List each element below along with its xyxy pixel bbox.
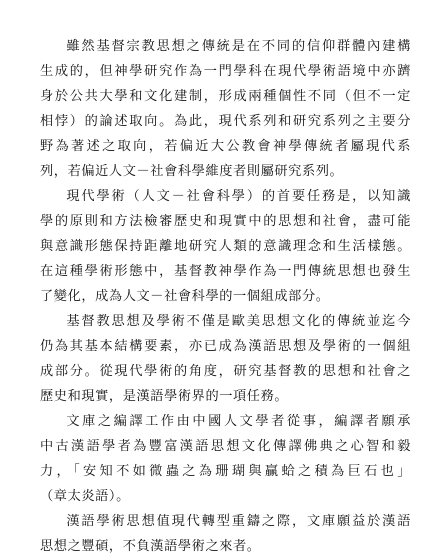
paragraph-2-line-5: 了變化，成為人文－社會科學的一個組成部分。 xyxy=(40,289,330,304)
paragraph-2-line-3: 與意識形態保持距離地研究人類的意識理念和生活樣態。 xyxy=(40,239,411,254)
paragraph-1-line-1: 雖然基督宗教思想之傳統是在不同的信仰群體內建構 xyxy=(66,39,411,54)
paragraph-3-line-2: 仍為其基本結構要素，亦已成為漢語思想及學術的一個組 xyxy=(40,339,411,354)
paragraph-5-line-2: 思想之豐碩，不負漢語學術之來者。 xyxy=(40,539,261,554)
paragraph-3-line-1: 基督教思想及學術不僅是歐美思想文化的傳統並迄今 xyxy=(66,314,411,329)
paragraph-1-line-5: 野為著述之取向，若偏近大公教會神學傳統者屬現代系 xyxy=(40,139,411,154)
paragraph-1-line-2: 生成的，但神學研究作為一門學科在現代學術語境中亦躋 xyxy=(40,64,411,79)
body-text xyxy=(40,34,411,559)
paragraph-2-line-1: 現代學術（人文－社會科學）的首要任務是，以知識 xyxy=(66,189,411,204)
paragraph-1-line-3: 身於公共大學和文化建制，形成兩種個性不同（但不一定 xyxy=(40,89,411,104)
paragraph-4-line-3: 力，「安知不如微蟲之為珊瑚與贏蛤之積為巨石也」 xyxy=(40,464,411,479)
paragraph-2-line-2: 學的原則和方法檢審歷史和現實中的思想和社會，盡可能 xyxy=(40,214,411,229)
paragraph-4-line-2: 中古漢語學者為豐富漢語思想文化傳譯佛典之心智和毅 xyxy=(40,439,411,454)
paragraph-5-line-1: 漢語學術思想值現代轉型重鑄之際，文庫願益於漢語 xyxy=(66,514,411,529)
paragraph-1-line-6: 列，若偏近人文－社會科學維度者則屬研究系列。 xyxy=(40,164,344,179)
paragraph-2-line-4: 在這種學術形態中，基督教神學作為一門傳統思想也發生 xyxy=(40,264,411,279)
paragraph-3-line-3: 成部分。從現代學術的角度，研究基督教的思想和社會之 xyxy=(40,364,411,379)
paragraph-4-line-1: 文庫之編譯工作由中國人文學者從事，編譯者願承 xyxy=(66,414,411,429)
paragraph-3-line-4: 歷史和現實，是漢語學術界的一項任務。 xyxy=(40,389,289,404)
paragraph-4-line-4: （章太炎語）。 xyxy=(40,489,130,504)
paragraph-1-line-4: 相悖）的論述取向。為此，現代系列和研究系列之主要分 xyxy=(40,114,411,129)
